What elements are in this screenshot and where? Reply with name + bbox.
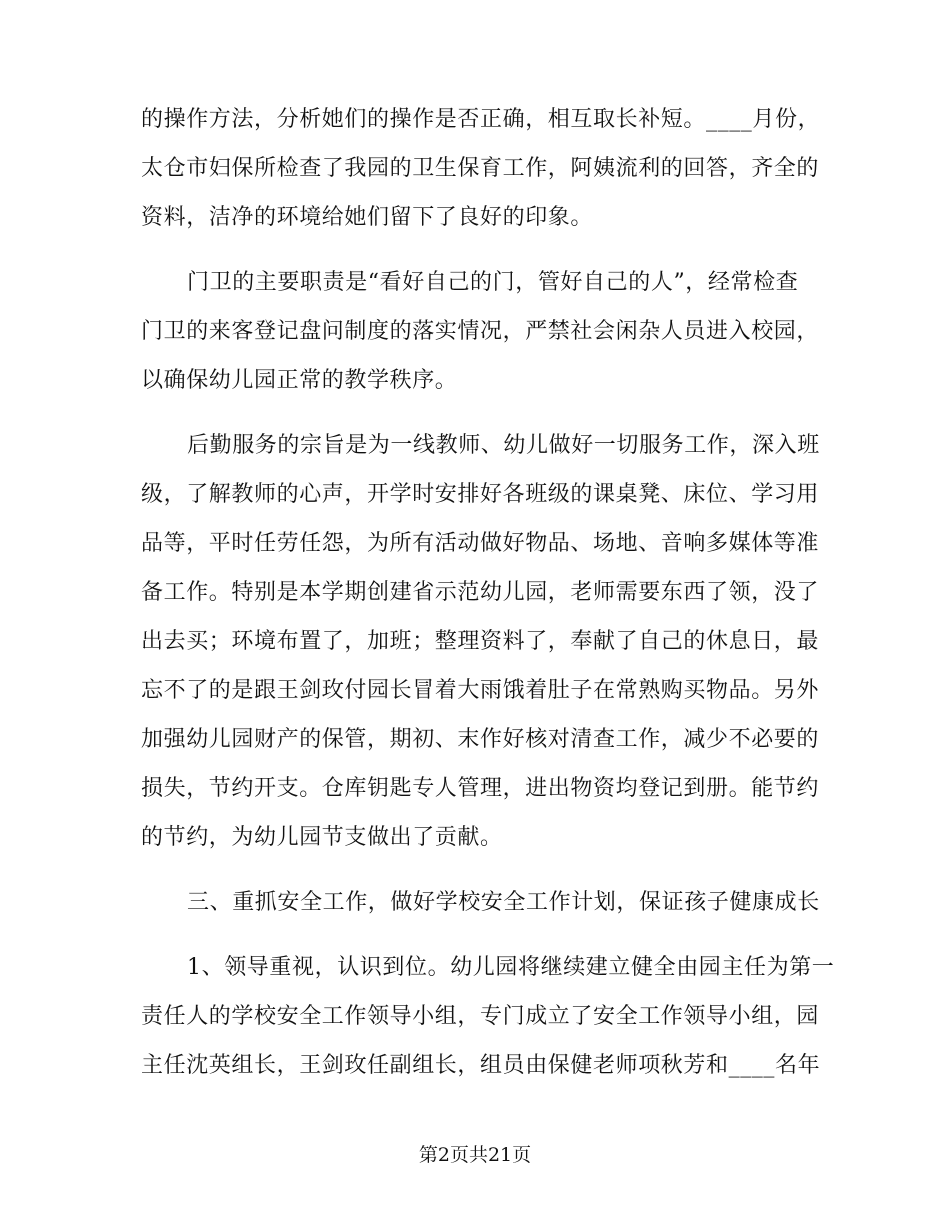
paragraph-3-line-2: 级，了解教师的心声，开学时安排好各班级的课桌凳、床位、学习用 xyxy=(141,482,820,507)
paragraph-3-line-8: 损失，节约开支。仓库钥匙专人管理，进出物资均登记到册。能节约 xyxy=(141,776,820,801)
paragraph-3-line-4: 备工作。特别是本学期创建省示范幼儿园，老师需要东西了领，没了 xyxy=(141,580,820,605)
paragraph-2-line-1: 门卫的主要职责是“看好自己的门，管好自己的人”，经常检查 xyxy=(187,270,799,295)
paragraph-3-line-9: 的节约，为幼儿园节支做出了贡献。 xyxy=(141,825,503,850)
paragraph-1-line-1: 的操作方法，分析她们的操作是否正确，相互取长补短。____月份， xyxy=(141,107,821,132)
section-heading: 三、重抓安全工作，做好学校安全工作计划，保证孩子健康成长 xyxy=(187,890,820,915)
paragraph-5-line-2: 责任人的学校安全工作领导小组，专门成立了安全工作领导小组，园 xyxy=(141,1004,820,1029)
paragraph-3-line-5: 出去买；环境布置了，加班；整理资料了，奉献了自己的休息日，最 xyxy=(141,629,820,654)
paragraph-2-line-2: 门卫的来客登记盘问制度的落实情况，严禁社会闲杂人员进入校园， xyxy=(141,319,820,344)
paragraph-3-line-3: 品等，平时任劳任怨，为所有活动做好物品、场地、音响多媒体等准 xyxy=(141,531,820,556)
paragraph-3-line-1: 后勤服务的宗旨是为一线教师、幼儿做好一切服务工作，深入班 xyxy=(187,433,820,458)
paragraph-2-line-3: 以确保幼儿园正常的教学秩序。 xyxy=(141,368,458,393)
page-number-footer: 第2页共21页 xyxy=(418,1144,532,1166)
paragraph-1-line-3: 资料，洁净的环境给她们留下了良好的印象。 xyxy=(141,205,594,230)
paragraph-5-line-3: 主任沈英组长，王剑玫任副组长，组员由保健老师项秋芳和____名年 xyxy=(141,1053,821,1078)
paragraph-3-line-7: 加强幼儿园财产的保管，期初、末作好核对清查工作，减少不必要的 xyxy=(141,727,820,752)
paragraph-3-line-6: 忘不了的是跟王剑玫付园长冒着大雨饿着肚子在常熟购买物品。另外 xyxy=(141,678,820,703)
paragraph-1-line-2: 太仓市妇保所检查了我园的卫生保育工作，阿姨流利的回答，齐全的 xyxy=(141,156,820,181)
paragraph-5-line-1: 1、领导重视，认识到位。幼儿园将继续建立健全由园主任为第一 xyxy=(187,955,835,980)
